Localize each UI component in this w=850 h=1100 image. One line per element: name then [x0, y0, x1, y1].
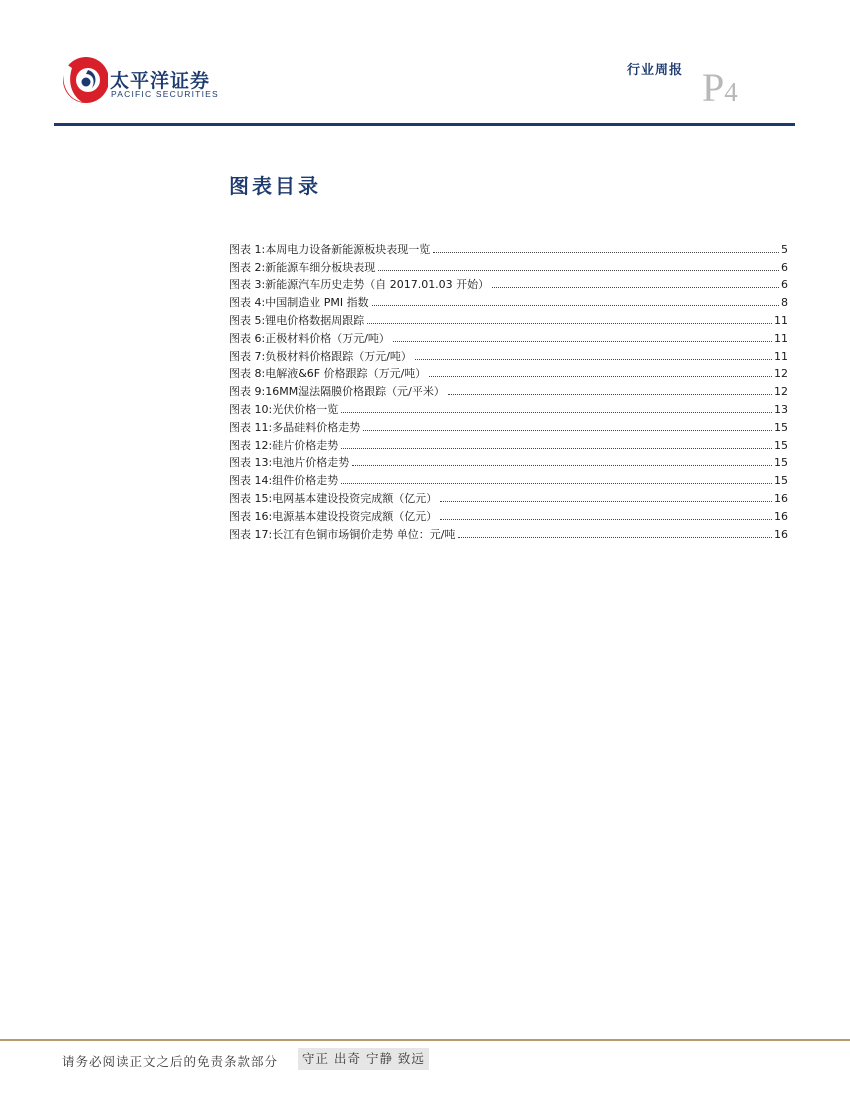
- page-number: 4: [724, 77, 738, 107]
- toc-entry[interactable]: [229, 505, 788, 523]
- company-motto: 守正 出奇 宁静 致远: [298, 1048, 429, 1070]
- disclaimer-notice: 请务必阅读正文之后的免责条款部分: [62, 1054, 279, 1069]
- toc-entry-label: 图表 6:: [229, 331, 266, 345]
- toc-entry-label: 图表 16:: [229, 509, 273, 523]
- toc-entry-page: 5: [781, 242, 788, 256]
- toc-entry-page: 15: [774, 456, 788, 470]
- toc-dot-leader: [492, 287, 779, 288]
- toc-entry-title: 电源基本建设投资完成额（亿元）: [272, 509, 438, 523]
- header-divider: [54, 123, 795, 126]
- toc-dot-leader: [367, 323, 772, 324]
- company-name-en: PACIFIC SECURITIES: [111, 89, 219, 99]
- toc-dot-leader: [352, 465, 772, 466]
- toc-entry-label: 图表 17:: [229, 527, 273, 541]
- toc-entry-label: 图表 9:: [229, 385, 266, 399]
- toc-entry-title: 中国制造业 PMI 指数: [265, 296, 369, 310]
- toc-entry-label: 图表 12:: [229, 438, 273, 452]
- toc-entry[interactable]: [229, 309, 788, 327]
- toc-entry-title: 负极材料价格跟踪（万元/吨）: [265, 349, 412, 363]
- toc-entry[interactable]: [229, 434, 788, 452]
- toc-entry[interactable]: [229, 345, 788, 363]
- toc-dot-leader: [393, 341, 772, 342]
- toc-entry-label: 图表 14:: [229, 474, 273, 488]
- toc-dot-leader: [415, 359, 772, 360]
- toc-entry-page: 16: [774, 491, 788, 505]
- toc-entry-title: 正极材料价格（万元/吨）: [265, 331, 390, 345]
- toc-entry-page: 15: [774, 438, 788, 452]
- toc-entry-title: 电网基本建设投资完成额（亿元）: [272, 491, 438, 505]
- toc-entry-title: 新能源汽车历史走势（自 2017.01.03 开始）: [265, 278, 490, 292]
- toc-entry-title: 多晶硅料价格走势: [272, 420, 361, 434]
- toc-entry[interactable]: [229, 363, 788, 381]
- toc-title: 图表目录: [229, 174, 321, 198]
- toc-entry-page: 16: [774, 509, 788, 523]
- toc-entry-page: 12: [774, 385, 788, 399]
- toc-dot-leader: [433, 252, 779, 253]
- report-type: 行业周报: [627, 63, 684, 78]
- toc-dot-leader: [363, 430, 772, 431]
- toc-entry-title: 组件价格走势: [272, 474, 339, 488]
- company-name-cn: 太平洋证券: [110, 70, 211, 92]
- pacific-securities-logo-icon: [60, 44, 108, 110]
- toc-entry-label: 图表 11:: [229, 420, 273, 434]
- toc-entry[interactable]: [229, 469, 788, 487]
- toc-entry-page: 15: [774, 474, 788, 488]
- toc-list: [229, 238, 788, 541]
- toc-entry-page: 11: [774, 349, 788, 363]
- toc-entry-label: 图表 5:: [229, 313, 266, 327]
- toc-entry-label: 图表 3:: [229, 278, 266, 292]
- page-letter: P: [702, 65, 725, 110]
- toc-entry-page: 8: [781, 296, 788, 310]
- toc-entry[interactable]: [229, 398, 788, 416]
- toc-entry-label: 图表 13:: [229, 456, 273, 470]
- toc-entry[interactable]: [229, 327, 788, 345]
- toc-entry-page: 16: [774, 527, 788, 541]
- toc-entry-title: 新能源车细分板块表现: [265, 260, 376, 274]
- toc-entry[interactable]: [229, 452, 788, 470]
- toc-entry-label: 图表 10:: [229, 402, 273, 416]
- toc-entry[interactable]: [229, 274, 788, 292]
- toc-dot-leader: [378, 270, 779, 271]
- toc-entry-title: 电池片价格走势: [272, 456, 350, 470]
- toc-dot-leader: [429, 376, 772, 377]
- toc-entry-label: 图表 15:: [229, 491, 273, 505]
- toc-entry-page: 6: [781, 260, 788, 274]
- toc-entry[interactable]: [229, 256, 788, 274]
- toc-entry[interactable]: [229, 291, 788, 309]
- toc-dot-leader: [440, 519, 772, 520]
- toc-entry-title: 光伏价格一览: [272, 402, 339, 416]
- toc-dot-leader: [341, 448, 772, 449]
- toc-entry-page: 13: [774, 402, 788, 416]
- toc-entry-title: 锂电价格数据周跟踪: [265, 313, 365, 327]
- toc-entry-label: 图表 7:: [229, 349, 266, 363]
- toc-entry-title: 本周电力设备新能源板块表现一览: [265, 242, 431, 256]
- toc-entry-label: 图表 8:: [229, 367, 266, 381]
- toc-dot-leader: [341, 412, 772, 413]
- toc-entry-page: 6: [781, 278, 788, 292]
- toc-entry-page: 11: [774, 331, 788, 345]
- toc-entry-title: 硅片价格走势: [272, 438, 339, 452]
- toc-entry-title: 电解液&6F 价格跟踪（万元/吨）: [265, 367, 427, 381]
- toc-entry[interactable]: [229, 523, 788, 541]
- toc-entry-label: 图表 1:: [229, 242, 266, 256]
- toc-dot-leader: [458, 537, 772, 538]
- toc-entry[interactable]: [229, 380, 788, 398]
- toc-entry[interactable]: [229, 416, 788, 434]
- toc-entry[interactable]: [229, 238, 788, 256]
- toc-entry-page: 15: [774, 420, 788, 434]
- toc-dot-leader: [448, 394, 772, 395]
- page-label: [702, 64, 738, 111]
- toc-dot-leader: [440, 501, 772, 502]
- toc-entry-page: 12: [774, 367, 788, 381]
- toc-dot-leader: [372, 305, 779, 306]
- toc-entry-title: 长江有色铜市场铜价走势 单位：元/吨: [272, 527, 456, 541]
- toc-entry-label: 图表 4:: [229, 296, 266, 310]
- footer-divider: [0, 1039, 850, 1041]
- company-logo: [60, 44, 230, 110]
- toc-entry-page: 11: [774, 313, 788, 327]
- toc-entry[interactable]: [229, 487, 788, 505]
- toc-entry-title: 16MM湿法隔膜价格跟踪（元/平米）: [265, 385, 445, 399]
- toc-dot-leader: [341, 483, 772, 484]
- toc-entry-label: 图表 2:: [229, 260, 266, 274]
